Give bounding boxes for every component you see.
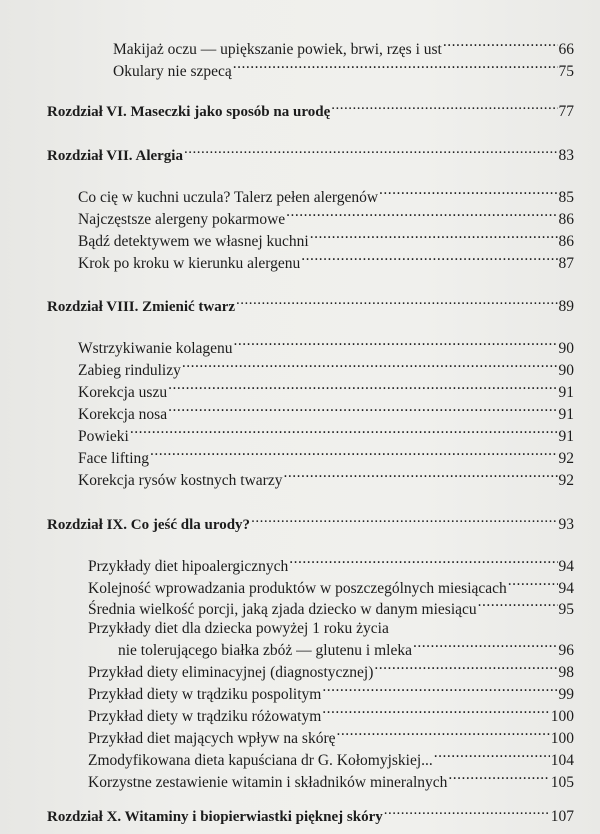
leader-dots bbox=[168, 381, 557, 397]
leader-dots bbox=[130, 425, 558, 441]
entry-title: Korekcja uszu bbox=[78, 383, 168, 401]
entry-page: 105 bbox=[550, 773, 574, 791]
entry-title: Face lifting bbox=[78, 449, 150, 467]
entry-title: Zmodyfikowana dieta kapuściana dr G. Kołomyjskiej... bbox=[88, 751, 433, 769]
entry-page: 75 bbox=[558, 62, 574, 80]
leader-dots bbox=[289, 555, 557, 571]
entry-page: 66 bbox=[558, 40, 574, 58]
leader-dots bbox=[150, 447, 557, 463]
entry-page: 96 bbox=[558, 641, 574, 659]
leader-dots bbox=[434, 749, 550, 765]
chapter-entry bbox=[47, 145, 574, 166]
leader-dots bbox=[443, 38, 558, 54]
toc-entry bbox=[113, 38, 574, 60]
entry-title: Korekcja rysów kostnych twarzy bbox=[78, 471, 283, 489]
entry-title: Makijaż oczu — upiększanie powiek, brwi, rzęs i ust bbox=[113, 40, 442, 58]
toc-entry bbox=[78, 381, 574, 403]
leader-dots bbox=[508, 577, 558, 593]
entry-title: Przykład diety eliminacyjnej (diagnostycznej) bbox=[88, 663, 374, 681]
entry-page: 92 bbox=[558, 449, 574, 467]
entry-page: 90 bbox=[558, 339, 574, 357]
chapter-title: Rozdział VIII. Zmienić twarz bbox=[47, 299, 236, 315]
leader-dots bbox=[379, 186, 557, 202]
chapter-entry bbox=[47, 806, 574, 827]
leader-dots bbox=[286, 208, 557, 224]
entry-title: Co cię w kuchni uczula? Talerz pełen alergenów bbox=[78, 188, 379, 206]
entry-title: Powieki bbox=[78, 427, 129, 445]
entry-page: 104 bbox=[550, 751, 574, 769]
chapter-title: Rozdział X. Witaminy i biopierwiastki pięknej skóry bbox=[47, 809, 383, 825]
leader-dots bbox=[233, 60, 558, 76]
entry-title: Kolejność wprowadzania produktów w poszczególnych miesiącach bbox=[88, 579, 507, 597]
entry-page: 98 bbox=[558, 663, 574, 681]
toc-entry bbox=[78, 186, 574, 208]
entry-title: Przykład diety w trądziku pospolitym bbox=[88, 685, 322, 703]
toc-entry bbox=[78, 447, 574, 469]
entry-page: 90 bbox=[558, 361, 574, 379]
toc-entry bbox=[78, 359, 574, 381]
toc-entry bbox=[88, 577, 574, 599]
toc-entry bbox=[88, 705, 574, 727]
entry-page: 100 bbox=[550, 707, 574, 725]
leader-dots bbox=[322, 683, 557, 699]
chapter-entry bbox=[47, 101, 574, 122]
leader-dots bbox=[384, 806, 550, 821]
toc-entry bbox=[78, 337, 574, 359]
entry-page: 86 bbox=[558, 210, 574, 228]
entry-page: 91 bbox=[558, 405, 574, 423]
leader-dots bbox=[374, 661, 557, 677]
toc-entry bbox=[78, 208, 574, 230]
entry-page: 91 bbox=[558, 383, 574, 401]
chapter-title: Rozdział VI. Maseczki jako sposób na urodę bbox=[47, 104, 331, 120]
toc-entry bbox=[113, 60, 574, 82]
leader-dots bbox=[322, 705, 549, 721]
chapter-entry bbox=[47, 514, 574, 535]
leader-dots bbox=[448, 771, 549, 787]
chapter-page: 93 bbox=[558, 516, 574, 533]
entry-page: 92 bbox=[558, 471, 574, 489]
chapter-page: 89 bbox=[558, 298, 574, 315]
leader-dots bbox=[184, 145, 558, 160]
leader-dots bbox=[310, 230, 558, 246]
toc-entry bbox=[88, 661, 574, 683]
leader-dots bbox=[168, 403, 557, 419]
entry-title: Krok po kroku w kierunku alergenu bbox=[78, 254, 301, 272]
toc-entry bbox=[88, 727, 574, 749]
entry-page: 94 bbox=[558, 579, 574, 597]
toc-entry bbox=[78, 469, 574, 491]
toc-entry bbox=[78, 230, 574, 252]
toc-entry bbox=[88, 771, 574, 793]
leader-dots bbox=[337, 727, 550, 743]
toc-entry bbox=[78, 403, 574, 425]
leader-dots bbox=[236, 296, 557, 311]
chapter-page: 83 bbox=[558, 147, 574, 164]
chapter-entry bbox=[47, 296, 574, 317]
entry-title: Okulary nie szpecą bbox=[113, 62, 232, 80]
leader-dots bbox=[301, 252, 557, 268]
entry-page: 95 bbox=[558, 600, 574, 618]
toc-entry bbox=[88, 749, 574, 771]
leader-dots bbox=[251, 514, 557, 529]
toc-entry bbox=[78, 425, 574, 447]
leader-dots bbox=[478, 598, 558, 614]
entry-page: 87 bbox=[558, 254, 574, 272]
entry-page: 94 bbox=[558, 557, 574, 575]
entry-page: 85 bbox=[558, 188, 574, 206]
entry-page: 86 bbox=[558, 232, 574, 250]
entry-title: Średnia wielkość porcji, jaką zjada dziecko w danym miesiącu bbox=[88, 600, 477, 618]
toc-entry bbox=[88, 683, 574, 705]
entry-title: Korekcja nosa bbox=[78, 405, 168, 423]
chapter-page: 77 bbox=[558, 103, 574, 120]
entry-title: Najczęstsze alergeny pokarmowe bbox=[78, 210, 286, 228]
entry-page: 99 bbox=[558, 685, 574, 703]
entry-title: Wstrzykiwanie kolagenu bbox=[78, 339, 233, 357]
entry-title: nie tolerującego białka zbóż — glutenu i mleka bbox=[118, 641, 412, 659]
entry-title: Przykład diet mających wpływ na skórę bbox=[88, 729, 336, 747]
leader-dots bbox=[234, 337, 558, 353]
entry-title: Przykłady diet hipoalergicznych bbox=[88, 557, 289, 575]
entry-title: Przykład diety w trądziku różowatym bbox=[88, 707, 322, 725]
chapter-title: Rozdział VII. Alergia bbox=[47, 148, 183, 164]
chapter-page: 107 bbox=[550, 808, 574, 825]
entry-page: 91 bbox=[558, 427, 574, 445]
leader-dots bbox=[283, 469, 557, 485]
leader-dots bbox=[413, 639, 558, 655]
toc-entry bbox=[88, 598, 574, 620]
entry-title: Zabieg rindulizy bbox=[78, 361, 181, 379]
toc-entry-first-line: Przykłady diet dla dziecka powyżej 1 roku życia bbox=[88, 620, 389, 637]
leader-dots bbox=[331, 101, 557, 116]
entry-title: Korzystne zestawienie witamin i składników mineralnych bbox=[88, 773, 448, 791]
entry-page: 100 bbox=[550, 729, 574, 747]
toc-entry bbox=[78, 252, 574, 274]
entry-title: Bądź detektywem we własnej kuchni bbox=[78, 232, 309, 250]
chapter-title: Rozdział IX. Co jeść dla urody? bbox=[47, 517, 251, 533]
toc-entry bbox=[88, 555, 574, 577]
toc-entry bbox=[118, 639, 574, 661]
leader-dots bbox=[182, 359, 558, 375]
